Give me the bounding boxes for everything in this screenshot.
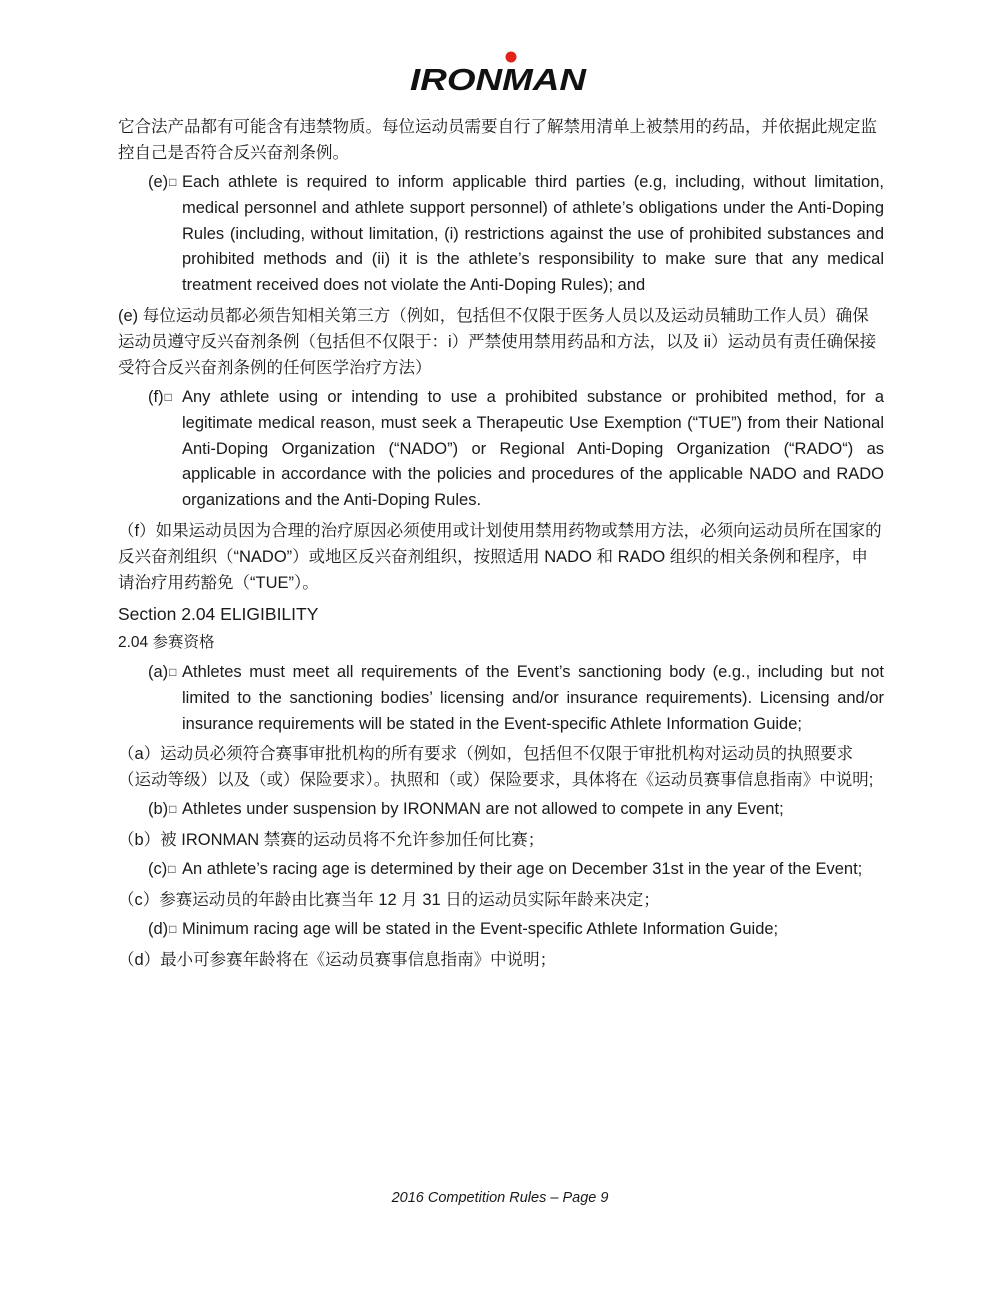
chinese-paragraph: (e) 每位运动员都必须告知相关第三方（例如，包括但不仅限于医务人员以及运动员辅助工作人员）确保运动员遵守反兴奋剂条例（包括但不仅限于：i）严禁使用禁用药品和方法，以及 ii）运动员有责任确保接受符合反兴奋剂条例的任何医学治疗方法）	[118, 306, 877, 377]
list-item	[118, 385, 884, 514]
missing-glyph-box: □	[169, 802, 177, 817]
chinese-paragraph: （a）运动员必须符合赛事审批机构的所有要求（例如，包括但不仅限于审批机构对运动员的执照要求（运动等级）以及（或）保险要求）。执照和（或）保险要求，具体将在《运动员赛事信息指南》中说明;	[118, 745, 874, 790]
chinese-paragraph: （b）被 IRONMAN 禁赛的运动员将不允许参加任何比赛；	[118, 831, 545, 850]
ironman-logo	[408, 50, 588, 94]
item-label	[148, 797, 176, 823]
chinese-paragraph: （c）参赛运动员的年龄由比赛当年 12 月 31 日的运动员实际年龄来决定；	[118, 890, 660, 909]
item-label-text: (a)	[148, 662, 169, 681]
missing-glyph-box: □	[169, 921, 177, 936]
chinese-paragraph: 它合法产品都有可能含有违禁物质。每位运动员需要自行了解禁用清单上被禁用的药品，并依据此规定监控自己是否符合反兴奋剂条例。	[118, 118, 877, 162]
item-text: Athletes must meet all requirements of the Event’s sanctioning body (e.g., including but not limited to the sanctioning bodies’ licensing and/or insurance requirements). Licensing and/or insurance requirements will be stated in the Event-specific Athlete Information Guide;	[182, 662, 884, 733]
item-label	[148, 917, 176, 943]
page-footer: 2016 Competition Rules – Page 9	[391, 1190, 609, 1206]
missing-glyph-box: □	[169, 175, 177, 189]
item-label-text: (f)	[148, 387, 164, 406]
item-label	[148, 385, 172, 411]
item-text: Minimum racing age will be stated in the Event-specific Athlete Information Guide;	[182, 919, 779, 938]
list-item	[118, 857, 884, 883]
list-item	[118, 797, 884, 823]
document-body	[118, 114, 884, 977]
item-text: An athlete’s racing age is determined by their age on December 31st in the year of the Event;	[182, 860, 863, 879]
list-item	[118, 170, 884, 299]
section-heading: Section 2.04 ELIGIBILITY	[118, 603, 319, 624]
item-label	[148, 660, 176, 686]
chinese-paragraph: （f）如果运动员因为合理的治疗原因必须使用或计划使用禁用药物或禁用方法，必须向运动员所在国家的反兴奋剂组织（“NADO”）或地区反兴奋剂组织，按照适用 NADO 和 RADO 组织的相关条例和程序，申请治疗用药豁免（“TUE”）。	[118, 521, 882, 592]
item-label-text: (d)	[148, 919, 169, 938]
missing-glyph-box: □	[169, 664, 177, 679]
item-label-text: (c)	[148, 860, 168, 879]
item-text: Any athlete using or intending to use a prohibited substance or prohibited method, for a legitimate medical reason, must seek a Therapeutic Use Exemption (“TUE”) from their National Anti-Doping Organization (“NADO”) or Regional Anti-Doping Organization (“RADO“) as applicable in accordance with the policies and procedures of the applicable NADO and RADO organizations and the Anti-Doping Rules.	[182, 387, 884, 510]
item-label	[148, 170, 176, 196]
missing-glyph-box: □	[164, 389, 172, 404]
item-text: Each athlete is required to inform applicable third parties (e.g, including, without limitation, medical personnel and athlete support personnel) of athlete’s obligations under the Anti-Doping Rules (including, without limitation, (i) restrictions against the use of prohibited substances and prohibited methods and (ii) it is the athlete’s responsibility to make sure that any medical treatment received does not violate the Anti-Doping Rules); and	[182, 173, 884, 295]
chinese-paragraph: （d）最小可参赛年龄将在《运动员赛事信息指南》中说明；	[118, 950, 557, 969]
logo-dot	[506, 52, 517, 63]
item-label-text: (e)	[148, 173, 169, 191]
item-label-text: (b)	[148, 800, 169, 819]
logo-wordmark: IRONMAN	[410, 62, 587, 94]
missing-glyph-box: □	[168, 862, 176, 877]
list-item	[118, 917, 884, 943]
item-text: Athletes under suspension by IRONMAN are not allowed to compete in any Event;	[182, 800, 784, 819]
section-subheading: 2.04 参赛资格	[118, 633, 215, 651]
list-item	[118, 660, 884, 737]
item-label	[148, 857, 176, 883]
